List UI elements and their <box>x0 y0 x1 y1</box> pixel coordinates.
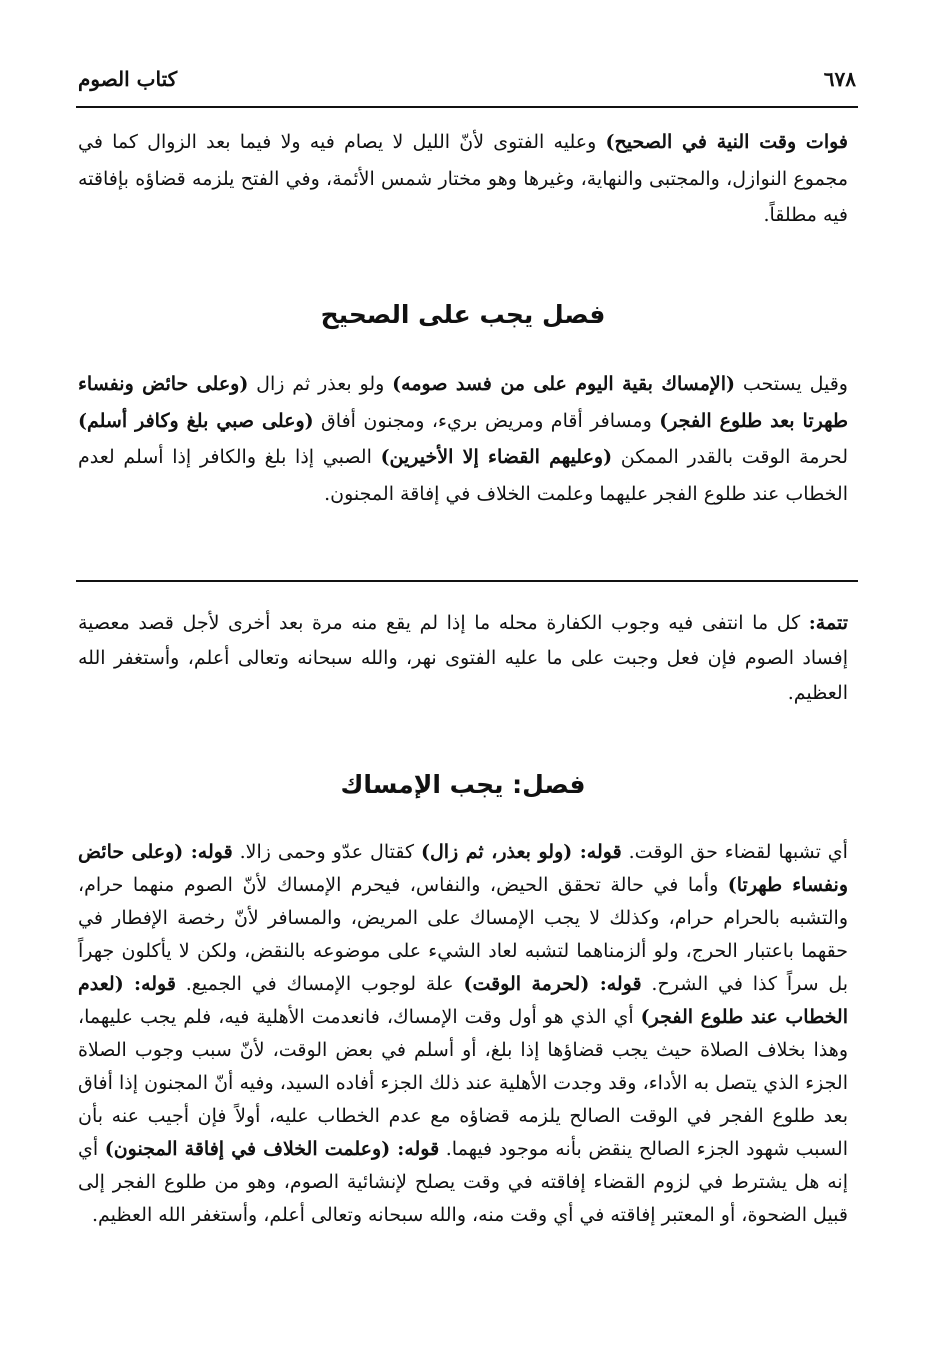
matn-text: ولو بعذر ثم زال <box>248 373 393 395</box>
header-rule <box>76 106 858 108</box>
matn-top-paragraph <box>78 124 848 234</box>
matn-main-paragraph <box>78 366 848 512</box>
note-paragraph <box>78 606 848 711</box>
commentary-text: أي الذي هو أول وقت الإمساك، فانعدمت الأهلية فيه، فلم يجب عليهما، وهذا بخلاف الصلاة حيث يجب قضاؤها إذا بلغ، أو أسلم في بعض الوقت، لأنّ سبب وجوب الصلاة الجزء الذي يتصل به الأداء، وقد وجدت الأهلية عند ذلك الجزء أفاده السيد، وفيه أنّ المجنون إذا أفاق بعد طلوع الفجر في الوقت الصالح يلزمه قضاؤه مع عدم الخطاب عليه، أولاً فإن أجيب عنه بأن السبب شهود الجزء الصالح ينقض بأنه موجود فيهما. <box>78 1006 848 1160</box>
note-label: تتمة: <box>808 612 848 634</box>
commentary-text: أي إنه هل يشترط في لزوم القضاء إفاقته في وقت يصلح لإنشائية الصوم، وهو من طلوع الفجر إلى قبيل الضحوة، أو المعتبر إفاقته في أي وقت منه، والله سبحانه وتعالى أعلم، وأستغفر الله العظيم. <box>78 1138 848 1226</box>
commentary-text: أي تشبها لقضاء حق الوقت. <box>621 841 848 863</box>
matn-text: ومسافر أقام ومريض بريء، ومجنون أفاق <box>313 409 660 432</box>
matn-separator-rule <box>76 580 858 582</box>
matn-bold-phrase: (وعلى حائض ونفساء طهرتا بعد طلوع الفجر) <box>78 373 848 432</box>
section-title-1: فصل يجب على الصحيح <box>320 300 606 329</box>
note-text: كل ما انتفى فيه وجوب الكفارة محله ما إذا لم يقع منه مرة بعد أخرى لأجل قصد معصية إفساد الصوم فإن فعل وجبت على ما عليه الفتوى نهر، والله سبحانه وتعالى أعلم، وأستغفر الله العظيم. <box>78 612 848 704</box>
commentary-quote: قوله: (لعدم الخطاب عند طلوع الفجر) <box>78 973 848 1028</box>
running-header <box>78 62 856 96</box>
matn-bold-phrase: (وعليهم القضاء إلا الأخيرين) <box>380 446 613 468</box>
commentary-text: كقتال عدّو وحمى زالا. <box>232 841 421 863</box>
page-number: ٦٧٨ <box>823 67 856 91</box>
matn-text: الصبي إذا بلغ والكافر إذا أسلم لعدم الخطاب عند طلوع الفجر عليهما وعلمت الخلاف في إفاقة المجنون. <box>78 446 848 505</box>
commentary-quote: قوله: (وعلى حائض ونفساء طهرتا) <box>78 841 848 896</box>
matn-text: وقيل يستحب <box>735 373 848 395</box>
section-title-2: فصل: يجب الإمساك <box>340 770 586 799</box>
commentary-quote: قوله: (ولو بعذر، ثم زال) <box>420 841 622 863</box>
book-title: كتاب الصوم <box>78 67 178 91</box>
matn-bold-phrase: فوات وقت النية في الصحيح) <box>605 131 848 153</box>
commentary-text: علة لوجوب الإمساك في الجميع. <box>175 973 464 995</box>
commentary-text: وأما في حالة تحقق الحيض، والنفاس، فيحرم الإمساك لأنّ الصوم منهما حرام، والتشبه بالحرام حرام، وكذلك لا يجب الإمساك على المريض، والمسافر لأنّ رخصة الإفطار في حقهما باعتبار الحرج، ولو ألزمناهما لتشبه لعاد الشيء على موضوعه بالنقض، ولكن لا يأكلون جهراً بل سراً كذا في الشرح. <box>78 874 848 995</box>
commentary-quote: قوله: (وعلمت الخلاف في إفاقة المجنون) <box>104 1138 440 1160</box>
commentary-quote: قوله: (لحرمة الوقت) <box>463 973 642 995</box>
matn-bold-phrase: (وعلى صبي بلغ وكافر أسلم) <box>78 409 314 432</box>
commentary-paragraph <box>78 836 848 1232</box>
matn-text: وعليه الفتوى لأنّ الليل لا يصام فيه ولا فيما بعد الزوال كما في مجموع النوازل، والمجتبى والنهاية، وغيرها وهو مختار شمس الأئمة، وفي الفتح يلزمه قضاؤه بإفاقته فيه مطلقاً. <box>78 131 848 226</box>
matn-bold-phrase: (الإمساك بقية اليوم على من فسد صومه) <box>392 373 735 395</box>
matn-text: لحرمة الوقت بالقدر الممكن <box>612 446 848 468</box>
